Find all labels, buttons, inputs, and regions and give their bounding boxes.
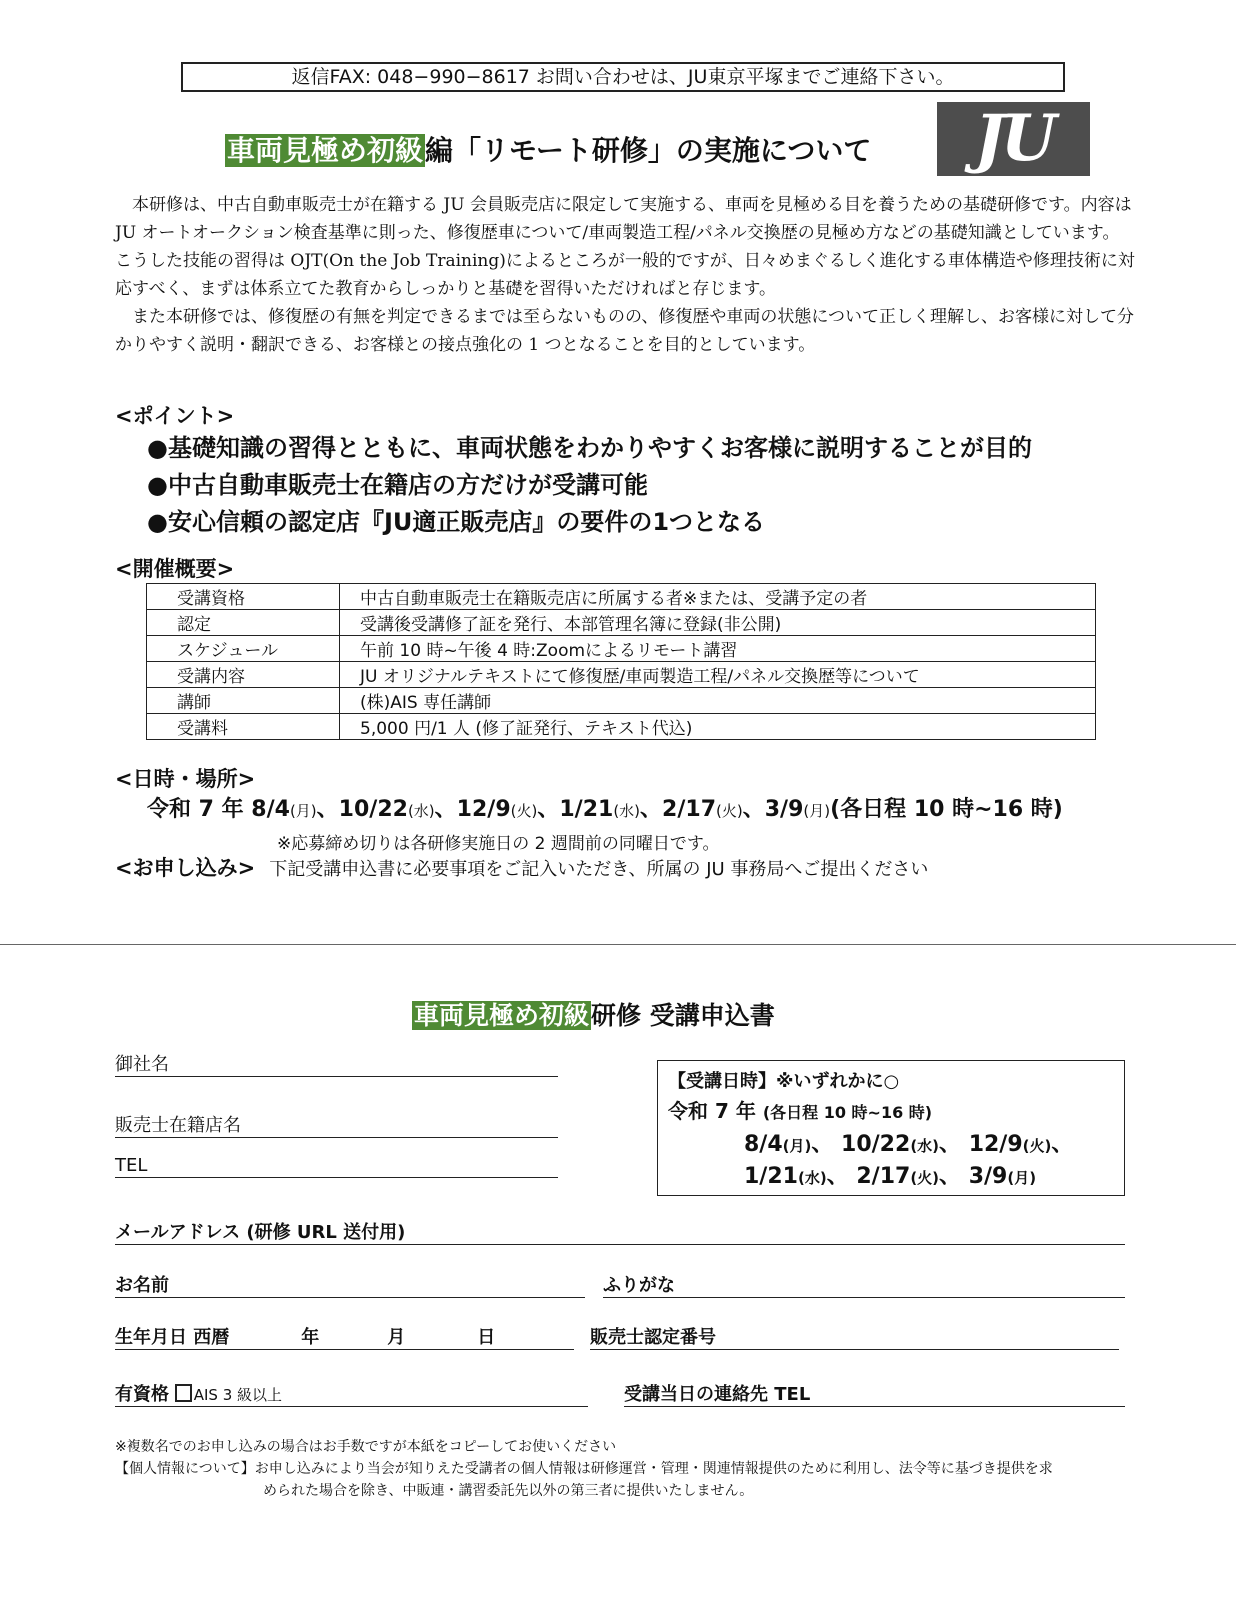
weekday: (火) [910, 1169, 940, 1187]
form-title-highlight: 車両見極め初級 [414, 1001, 590, 1030]
form-title-rest: 研修 受講申込書 [591, 1001, 775, 1030]
apply-line [115, 852, 928, 882]
checkbox[interactable] [175, 1384, 192, 1402]
cert-number-label: 販売士認定番号 [590, 1327, 716, 1348]
table-row [147, 610, 1096, 636]
row-key: スケジュール [147, 636, 340, 662]
date-1: 8/4 [251, 797, 290, 822]
privacy-note-cont: められた場合を除き、中販連・講習委託先以外の第三者に提供いたしません。 [263, 1483, 754, 1499]
weekday: (月) [1007, 1169, 1037, 1187]
tel-label: TEL [115, 1155, 148, 1176]
company-label: 御社名 [115, 1054, 169, 1075]
tel-field[interactable] [115, 1155, 558, 1178]
date-option[interactable]: 、 10/22 [811, 1132, 911, 1157]
weekday-4: (水) [613, 802, 641, 820]
qualification-option: AIS 3 級以上 [193, 1386, 283, 1404]
email-label: メールアドレス (研修 URL 送付用) [115, 1222, 406, 1243]
row-key: 受講内容 [147, 662, 340, 688]
privacy-note: 【個人情報について】お申し込みにより当会が知りえた受講者の個人情報は研修運営・管理・関連情報提供のために利用し、法令等に基づき提供を求 [115, 1461, 1053, 1477]
qualification-field [115, 1384, 588, 1407]
date-option[interactable]: 、 12/9 [939, 1132, 1023, 1157]
table-row [147, 714, 1096, 740]
title-highlight: 車両見極め初級 [227, 134, 424, 167]
datebox-hours: (各日程 10 時~16 時) [762, 1103, 933, 1122]
email-field[interactable] [115, 1222, 1125, 1245]
row-value: 5,000 円/1 人 (修了証発行、テキスト代込) [340, 714, 1096, 740]
birth-label: 生年月日 西暦 [115, 1327, 230, 1348]
table-row [147, 584, 1096, 610]
schedule-heading: <日時・場所> [115, 767, 256, 791]
day-label: 日 [477, 1327, 496, 1348]
separator: 、 [1051, 1132, 1074, 1157]
form-title [412, 996, 775, 1032]
ju-logo: JU [937, 102, 1090, 176]
furigana-field[interactable] [603, 1275, 1125, 1298]
weekday: (月) [782, 1137, 812, 1155]
table-row [147, 662, 1096, 688]
date-3: 、12/9 [434, 797, 511, 822]
birthdate-field[interactable] [115, 1327, 574, 1350]
cert-number-field[interactable] [590, 1327, 1119, 1350]
weekday: (水) [797, 1169, 827, 1187]
page-title [225, 129, 871, 169]
title-rest: 編「リモート研修」の実施について [425, 134, 872, 167]
intro-text [115, 191, 1135, 359]
row-value: 中古自動車販売士在籍販売店に所属する者※または、受講予定の者 [340, 584, 1096, 610]
overview-heading: <開催概要> [115, 557, 235, 581]
date-5: 、2/17 [640, 797, 717, 822]
cut-line [0, 944, 1236, 945]
row-key: 講師 [147, 688, 340, 714]
intro-paragraph-2: また本研修では、修復歴の有無を判定できるまでは至らないものの、修復歴や車両の状態について正しく理解し、お客様に対して分かりやすく説明・翻訳できる、お客様との接点強化の 1 つとなることを目的としています。 [115, 307, 1134, 355]
weekday-3: (火) [510, 802, 538, 820]
point-item: ●中古自動車販売士在籍店の方だけが受講可能 [147, 471, 648, 499]
year-label: 年 [301, 1327, 320, 1348]
month-label: 月 [387, 1327, 406, 1348]
weekday-1: (月) [289, 802, 317, 820]
date-option[interactable]: 8/4 [744, 1132, 783, 1157]
qualification-label: 有資格 [115, 1384, 169, 1405]
row-key: 受講資格 [147, 584, 340, 610]
intro-paragraph-1: 本研修は、中古自動車販売士が在籍する JU 会員販売店に限定して実施する、車両を見極める目を養うための基礎研修です。内容は JU オートオークション検査基準に則った、修復歴車について/車両製造工程/パネル交換歴の見極め方などの基礎知識としています。こうした技能の習得は OJT(On the Job Training)によるところが一般的ですが、日々めまぐるしく進化する車体構造や修理技術に対応すべく、まずは体系立てた教育からしっかりと基礎を習得いただければと存じます。 [115, 195, 1135, 299]
contact-tel-field[interactable] [624, 1384, 1125, 1407]
point-item: ●安心信頼の認定店『JU適正販売店』の要件の1つとなる [147, 508, 766, 536]
schedule-hours: (各日程 10 時~16 時) [830, 797, 1063, 822]
apply-heading: <お申し込み> [115, 856, 256, 880]
row-key: 認定 [147, 610, 340, 636]
apply-text: 下記受講申込書に必要事項をご記入いただき、所属の JU 事務局へご提出ください [269, 859, 929, 880]
date-6: 、3/9 [742, 797, 804, 822]
company-field[interactable] [115, 1054, 558, 1077]
row-value: 受講後受講修了証を発行、本部管理名簿に登録(非公開) [340, 610, 1096, 636]
store-label: 販売士在籍店名 [115, 1115, 241, 1136]
weekday-6: (月) [803, 802, 831, 820]
contact-tel-label: 受講当日の連絡先 TEL [624, 1384, 811, 1405]
date-2: 、10/22 [316, 797, 408, 822]
schedule-dates [147, 792, 1063, 823]
weekday-2: (水) [407, 802, 435, 820]
datebox-dates-row-1 [744, 1127, 1073, 1158]
points-list [147, 430, 1032, 541]
row-value: 午前 10 時~午後 4 時:Zoomによるリモート講習 [340, 636, 1096, 662]
name-field[interactable] [115, 1275, 585, 1298]
date-option[interactable]: 、 2/17 [826, 1164, 911, 1189]
furigana-label: ふりがな [603, 1275, 675, 1296]
row-value: (株)AIS 専任講師 [340, 688, 1096, 714]
point-item: ●基礎知識の習得とともに、車両状態をわかりやすくお客様に説明することが目的 [147, 434, 1032, 462]
name-label: お名前 [115, 1275, 169, 1296]
datebox-era-line [668, 1095, 932, 1124]
datebox-dates-row-2 [744, 1159, 1036, 1190]
deadline-note: ※応募締め切りは各研修実施日の 2 週間前の同曜日です。 [277, 834, 720, 854]
weekday: (火) [1022, 1137, 1052, 1155]
date-4: 、1/21 [537, 797, 614, 822]
datebox-era: 令和 7 年 [668, 1099, 756, 1123]
points-heading: <ポイント> [115, 404, 235, 428]
overview-table [146, 583, 1096, 740]
date-selection-box [657, 1060, 1125, 1196]
schedule-era: 令和 7 年 [147, 797, 252, 822]
date-option[interactable]: 1/21 [744, 1164, 798, 1189]
table-row [147, 636, 1096, 662]
datebox-label: 【受講日時】※いずれかに○ [668, 1071, 900, 1092]
row-key: 受講料 [147, 714, 340, 740]
store-field[interactable] [115, 1115, 558, 1138]
row-value: JU オリジナルテキストにて修復歴/車両製造工程/パネル交換歴等について [340, 662, 1096, 688]
copy-note: ※複数名でのお申し込みの場合はお手数ですが本紙をコピーしてお使いください [115, 1439, 617, 1455]
weekday: (水) [910, 1137, 940, 1155]
weekday-5: (火) [716, 802, 743, 820]
fax-banner: 返信FAX: 048−990−8617 お問い合わせは、JU東京平塚までご連絡下さい。 [181, 62, 1065, 92]
date-option[interactable]: 、 3/9 [939, 1164, 1008, 1189]
table-row [147, 688, 1096, 714]
footer-notes [115, 1436, 1053, 1502]
